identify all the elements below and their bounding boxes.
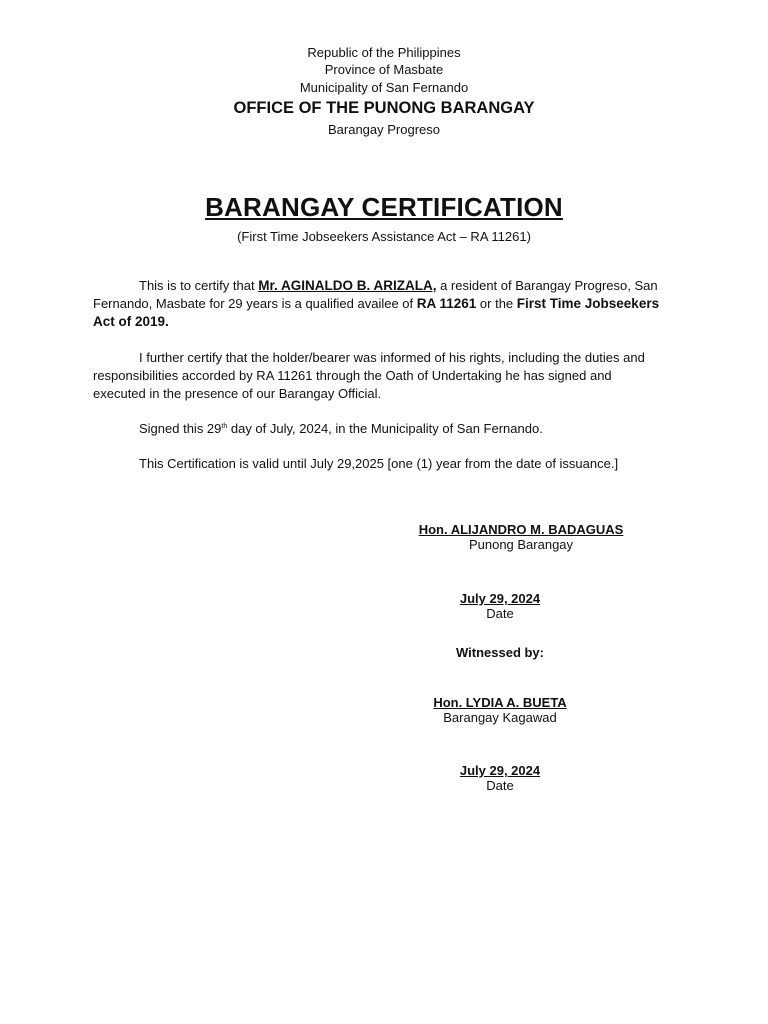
witness-name: Hon. LYDIA A. BUETA: [433, 695, 567, 710]
witness-label-block: [420, 645, 580, 660]
witness-date: July 29, 2024: [459, 763, 541, 778]
act-name: First Time Jobseekers Act of 2019.: [93, 296, 660, 329]
p3-text-a: Signed this 29: [139, 421, 222, 436]
document-title: BARANGAY CERTIFICATION: [205, 192, 563, 222]
signatory-date-block: [420, 591, 580, 621]
witness-date-label: Date: [486, 778, 514, 793]
header-municipality: Municipality of San Fernando: [299, 80, 469, 95]
witness-date-block: [420, 763, 580, 793]
paragraph-further: [93, 349, 663, 403]
p3-text-b: day of July, 2024, in the Municipality of San Fernando.: [227, 421, 543, 436]
paragraph-certify: [93, 277, 663, 331]
witness-block: [400, 695, 600, 725]
p1-text-b: a resident of Barangay Progreso, San Fernando, Masbate for 29 years is a qualified availee of: [93, 278, 658, 311]
p2-text: I further certify that the holder/bearer was informed of his rights, including the duties and responsibilities accorded by RA 11261 through the Oath of Undertaking he has signed and executed in the presence of our Barangay Official.: [93, 350, 645, 401]
header-province: Province of Masbate: [324, 62, 444, 77]
signatory-date-label: Date: [486, 606, 514, 621]
ra-number: RA 11261: [416, 296, 477, 311]
p1-text-c: or the: [476, 296, 517, 311]
paragraph-signed: [93, 420, 663, 438]
signatory-date: July 29, 2024: [459, 591, 541, 606]
header-republic: Republic of the Philippines: [307, 45, 461, 60]
p4-text: This Certification is valid until July 29,2025 [one (1) year from the date of issuance.]: [139, 456, 619, 471]
p1-text-a: This is to certify that: [139, 278, 259, 293]
header-barangay: Barangay Progreso: [327, 122, 440, 137]
document-subtitle: (First Time Jobseekers Assistance Act – RA 11261): [237, 229, 531, 244]
witnessed-by-label: Witnessed by:: [455, 645, 544, 660]
header-office: OFFICE OF THE PUNONG BARANGAY: [233, 99, 535, 117]
paragraph-validity: [93, 455, 663, 473]
signatory-block: [383, 522, 659, 552]
signatory-name: Hon. ALIJANDRO M. BADAGUAS: [418, 522, 624, 537]
signatory-role: Punong Barangay: [468, 537, 574, 552]
availee-name: Mr. AGINALDO B. ARIZALA,: [258, 278, 437, 293]
p3-ordinal: th: [221, 423, 228, 430]
witness-role: Barangay Kagawad: [443, 710, 557, 725]
